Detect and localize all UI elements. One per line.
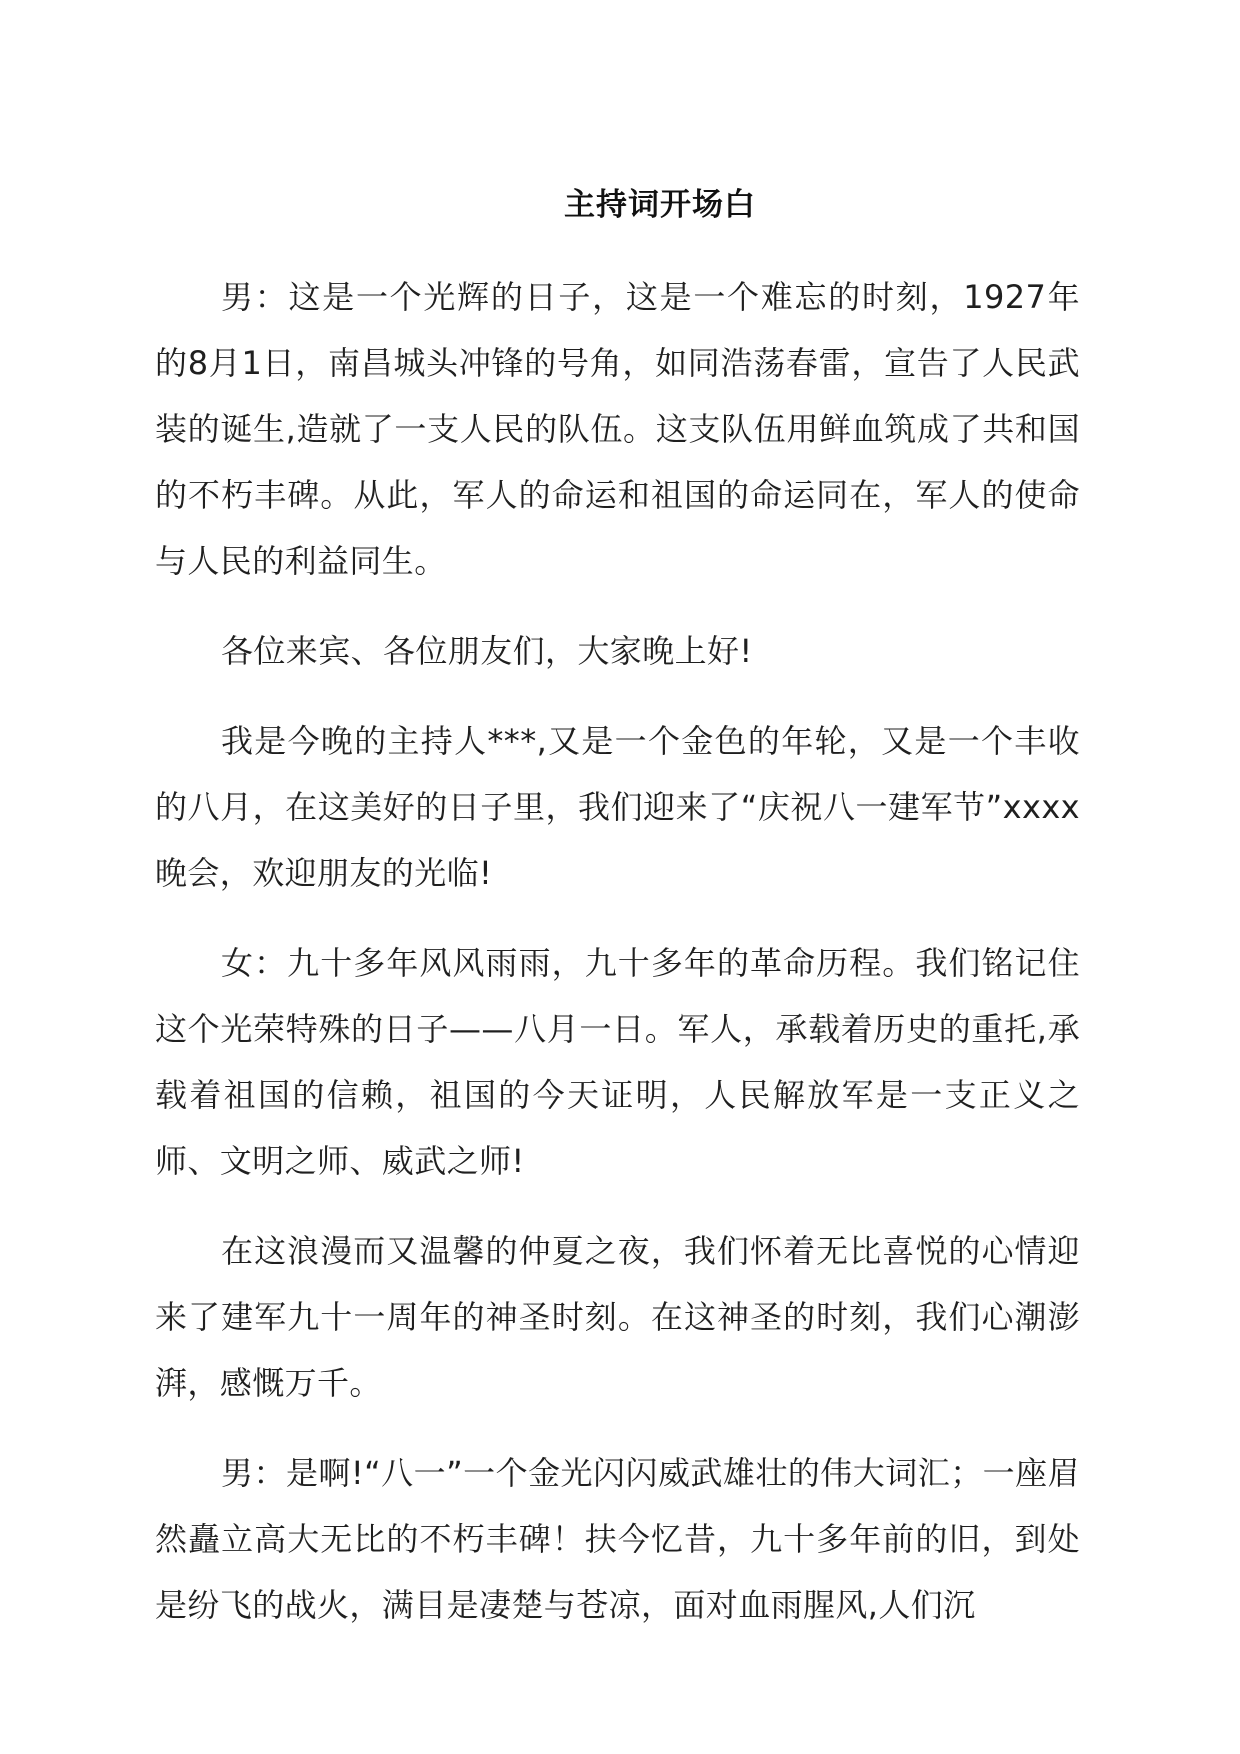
paragraph-6: 男：是啊!“八一”一个金光闪闪威武雄壮的伟大词汇；一座眉然矗立高大无比的不朽丰碑！扶今忆昔，九十多年前的旧，到处是纷飞的战火，满目是凄楚与苍凉，面对血雨腥风,人们沉 — [155, 1454, 1080, 1624]
paragraph-4: 女：九十多年风风雨雨，九十多年的革命历程。我们铭记住这个光荣特殊的日子——八月一日。军人，承载着历史的重托,承载着祖国的信赖，祖国的今天证明，人民解放军是一支正义之师、文明之师、威武之师! — [155, 944, 1080, 1180]
paragraph-5: 在这浪漫而又温馨的仲夏之夜，我们怀着无比喜悦的心情迎来了建军九十一周年的神圣时刻。在这神圣的时刻，我们心潮澎湃，感慨万千。 — [155, 1232, 1080, 1402]
document-body — [155, 264, 1080, 1662]
paragraph-3: 我是今晚的主持人***,又是一个金色的年轮，又是一个丰收的八月，在这美好的日子里，我们迎来了“庆祝八一建军节”xxxx晚会，欢迎朋友的光临! — [155, 722, 1080, 892]
paragraph-2: 各位来宾、各位朋友们，大家晚上好! — [221, 632, 753, 670]
document-title: 主持词开场白 — [564, 187, 756, 223]
paragraph-1: 男：这是一个光辉的日子，这是一个难忘的时刻，1927年的8月1日，南昌城头冲锋的号角，如同浩荡春雷，宣告了人民武装的诞生,造就了一支人民的队伍。这支队伍用鲜血筑成了共和国的不朽丰碑。从此，军人的命运和祖国的命运同在，军人的使命与人民的利益同生。 — [155, 278, 1080, 580]
